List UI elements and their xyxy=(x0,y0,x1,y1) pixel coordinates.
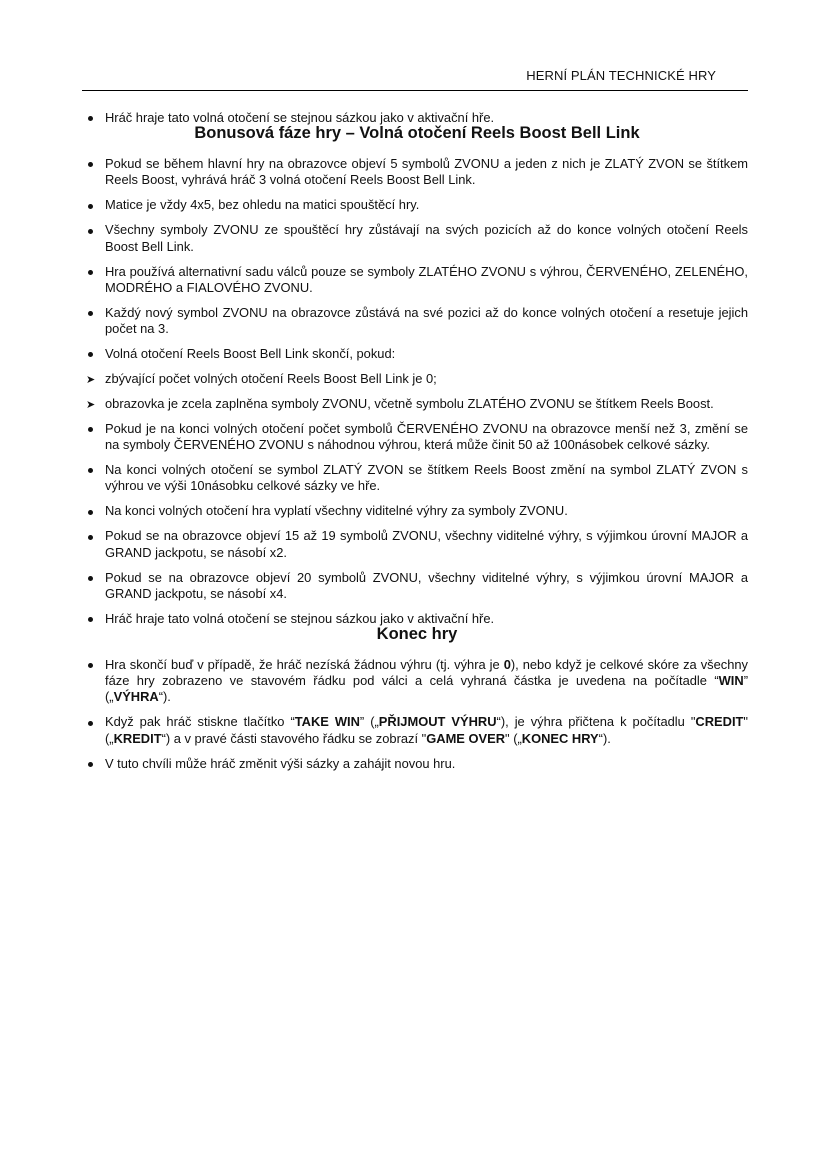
bullet-icon xyxy=(86,714,98,730)
bonus-list xyxy=(86,156,748,627)
list-item xyxy=(86,156,748,188)
bullet-icon xyxy=(86,222,98,238)
text: “). xyxy=(158,689,171,705)
list-item xyxy=(86,197,748,213)
item-text: Pokud je na konci volných otočení počet symbolů ČERVENÉHO ZVONU na obrazovce menší než 3, změní se na symboly ČERVENÉHO ZVONU s náhodnou výhrou, která může činit 50 až 100násobek celkové sázky. xyxy=(105,421,748,453)
list-item xyxy=(86,611,748,627)
bold-text: KONEC HRY xyxy=(521,730,599,746)
bold-text: CREDIT xyxy=(695,714,744,730)
document-body xyxy=(86,110,748,781)
list-item xyxy=(86,657,748,706)
text: “) a v pravé části stavového řádku se zobrazí " xyxy=(161,730,427,746)
list-item xyxy=(86,756,748,772)
text: " („ xyxy=(105,714,748,746)
list-item xyxy=(86,371,748,387)
text: Když pak hráč stiskne tlačítko “ xyxy=(105,714,295,730)
bold-text: PŘIJMOUT VÝHRU xyxy=(378,714,497,730)
bullet-icon xyxy=(86,264,98,280)
arrow-bullet-icon: ➤ xyxy=(86,374,96,387)
list-item xyxy=(86,421,748,453)
item-text: Každý nový symbol ZVONU na obrazovce zůstává na své pozici až do konce volných otočení a resetuje jejich počet na 3. xyxy=(105,304,748,337)
list-item xyxy=(86,528,748,560)
bold-text: GAME OVER xyxy=(426,730,506,746)
bullet-icon xyxy=(86,756,98,772)
list-item xyxy=(86,305,748,337)
item-text: V tuto chvíli může hráč změnit výši sázky a zahájit novou hru. xyxy=(105,755,456,771)
item-text: Pokud se na obrazovce objeví 15 až 19 symbolů ZVONU, všechny viditelné výhry, s výjimkou úrovní MAJOR a GRAND jackpotu, se násobí x2. xyxy=(105,528,748,560)
list-item xyxy=(86,222,748,254)
text: " („ xyxy=(505,730,522,746)
list-item xyxy=(86,346,748,362)
bullet-icon xyxy=(86,462,98,478)
text: Hra skončí buď v případě, že hráč nezíská žádnou výhru (tj. výhra je xyxy=(105,657,504,673)
item-text: Matice je vždy 4x5, bez ohledu na matici spouštěcí hry. xyxy=(105,197,420,213)
bold-text: 0 xyxy=(503,657,511,673)
item-text: Hráč hraje tato volná otočení se stejnou sázkou jako v aktivační hře. xyxy=(105,110,495,125)
section-heading-bonus: Bonusová fáze hry – Volná otočení Reels Boost Bell Link xyxy=(194,124,640,143)
bullet-icon xyxy=(86,503,98,519)
item-text: Na konci volných otočení hra vyplatí všechny viditelné výhry za symboly ZVONU. xyxy=(105,503,568,519)
text: ), nebo když je celkové skóre za všechny fáze hry zobrazeno ve stavovém řádku pod válci a celá vyhraná částka je uvedena na počítadle “ xyxy=(105,657,748,689)
text: ” („ xyxy=(359,714,379,730)
list-item xyxy=(86,503,748,519)
section-heading-end: Konec hry xyxy=(376,625,458,644)
page-header xyxy=(82,66,748,91)
bullet-icon xyxy=(86,421,98,437)
bullet-icon xyxy=(86,528,98,544)
item-text: Na konci volných otočení se symbol ZLATÝ ZVON se štítkem Reels Boost změní na symbol ZLATÝ ZVON s výhrou ve výši 10násobku celkové sázky ve hře. xyxy=(105,462,748,494)
text: “), je výhra přičtena k počítadlu " xyxy=(496,714,696,730)
bold-text: VÝHRA xyxy=(113,689,159,705)
bullet-icon xyxy=(86,570,98,586)
item-text: Pokud se na obrazovce objeví 20 symbolů ZVONU, všechny viditelné výhry, s výjimkou úrovní MAJOR a GRAND jackpotu, se násobí x4. xyxy=(105,569,748,601)
bold-text: TAKE WIN xyxy=(294,714,360,730)
list-item xyxy=(86,462,748,494)
text: “). xyxy=(598,730,611,746)
list-item xyxy=(86,110,748,126)
bullet-icon xyxy=(86,305,98,321)
bullet-icon xyxy=(86,110,98,126)
item-text: Všechny symboly ZVONU ze spouštěcí hry zůstávají na svých pozicích až do konce volných otočení Reels Boost Bell Link. xyxy=(105,222,748,254)
bullet-icon xyxy=(86,346,98,362)
item-text: Volná otočení Reels Boost Bell Link skončí, pokud: xyxy=(105,346,396,362)
item-text: Hráč hraje tato volná otočení se stejnou sázkou jako v aktivační hře. xyxy=(105,610,495,626)
bold-text: WIN xyxy=(718,673,744,689)
list-item xyxy=(86,570,748,602)
header-title: HERNÍ PLÁN TECHNICKÉ HRY xyxy=(526,68,716,83)
list-item xyxy=(86,396,748,412)
item-text: obrazovka je zcela zaplněna symboly ZVONU, včetně symbolu ZLATÉHO ZVONU se štítkem Reels Boost. xyxy=(105,396,714,412)
bullet-icon xyxy=(86,156,98,172)
item-text: zbývající počet volných otočení Reels Boost Bell Link je 0; xyxy=(105,371,437,387)
item-text: Pokud se během hlavní hry na obrazovce objeví 5 symbolů ZVONU a jeden z nich je ZLATÝ ZVON se štítkem Reels Boost, vyhrává hráč 3 volná otočení Reels Boost Bell Link. xyxy=(105,156,748,188)
bullet-icon xyxy=(86,611,98,627)
bullet-icon xyxy=(86,657,98,673)
arrow-bullet-icon: ➤ xyxy=(86,399,96,412)
item-text: Hra používá alternativní sadu válců pouze se symboly ZLATÉHO ZVONU s výhrou, ČERVENÉHO, ZELENÉHO, MODRÉHO a FIALOVÉHO ZVONU. xyxy=(105,263,748,295)
list-item xyxy=(86,264,748,296)
list-item xyxy=(86,714,748,746)
bullet-icon xyxy=(86,197,98,213)
text: ” („ xyxy=(105,673,748,705)
bold-text: KREDIT xyxy=(113,730,162,746)
